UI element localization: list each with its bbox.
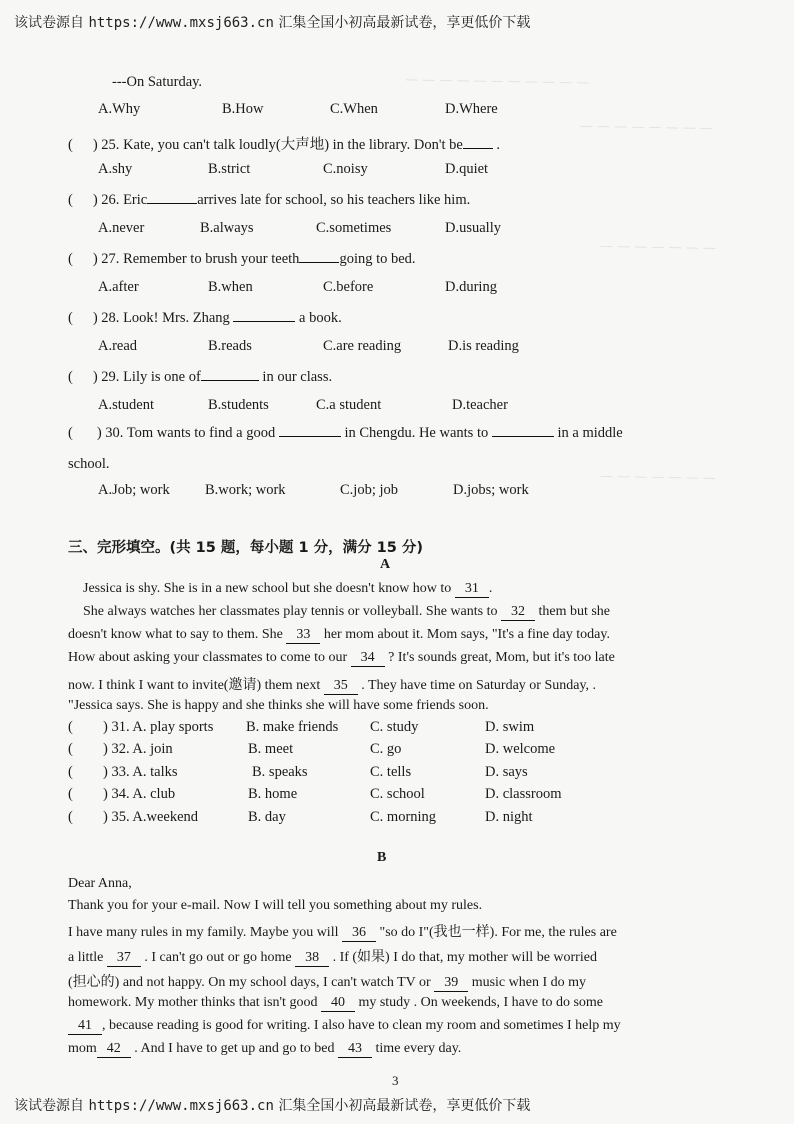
question-30-continued: school. xyxy=(68,456,110,472)
question-30: ( ) 30. Tom wants to find a good in Chengdu. He wants to in a middle xyxy=(68,425,623,441)
q35-option-b[interactable]: B. day xyxy=(248,809,286,825)
q31-option-a[interactable]: ) 31. A. play sports xyxy=(103,719,214,735)
passage-b-line: (担心的) and not happy. On my school days, I can't watch TV or 39 music when I do my xyxy=(68,975,587,990)
header-banner xyxy=(14,12,530,32)
blank[interactable]: 41 xyxy=(68,1018,102,1035)
answer-paren[interactable]: ( xyxy=(68,719,73,735)
q28-option-a[interactable]: A.read xyxy=(98,338,138,354)
q26-option-a[interactable]: A.never xyxy=(98,220,145,236)
question-29: ( ) 29. Lily is one of in our class. xyxy=(68,369,333,385)
blank[interactable]: 43 xyxy=(338,1041,372,1058)
q31-option-b[interactable]: B. make friends xyxy=(246,719,339,735)
blank[interactable]: 33 xyxy=(286,627,320,644)
answer-paren[interactable]: ( xyxy=(68,192,73,208)
q27-option-c[interactable]: C.before xyxy=(323,279,374,295)
passage-a-line: How about asking your classmates to come to our 34 ? It's sounds great, Mom, but it's too late xyxy=(68,650,615,665)
passage-a-line: She always watches her classmates play tennis or volleyball. She wants to 32 them but she xyxy=(83,604,611,619)
q35-option-c[interactable]: C. morning xyxy=(370,809,437,825)
bleed-through-text: — — — — — — — xyxy=(599,238,716,257)
footer-banner xyxy=(14,1095,530,1115)
q34-option-b[interactable]: B. home xyxy=(248,786,298,802)
q33-option-c[interactable]: C. tells xyxy=(370,764,412,780)
blank[interactable]: 31 xyxy=(455,581,489,598)
q32-option-a[interactable]: ) 32. A. join xyxy=(103,741,173,757)
letter-greeting: Dear Anna, xyxy=(68,876,132,891)
banner-suffix: 汇集全国小初高最新试卷，享更低价下载 xyxy=(278,1098,531,1114)
q33-option-b[interactable]: B. speaks xyxy=(252,764,308,780)
q24-option-d[interactable]: D.Where xyxy=(445,101,498,117)
blank[interactable]: 38 xyxy=(295,950,329,967)
question-25: ( ) 25. Kate, you can't talk loudly(大声地) in the library. Don't be . xyxy=(68,137,501,153)
passage-a-label: A xyxy=(380,557,391,572)
blank[interactable] xyxy=(299,262,339,263)
blank[interactable]: 36 xyxy=(342,925,376,942)
q32-option-b[interactable]: B. meet xyxy=(248,741,294,757)
blank[interactable]: 32 xyxy=(501,604,535,621)
blank[interactable] xyxy=(147,203,197,204)
q32-option-c[interactable]: C. go xyxy=(370,741,402,757)
page-number: 3 xyxy=(392,1073,399,1088)
q29-option-c[interactable]: C.a student xyxy=(316,397,382,413)
answer-paren[interactable]: ( xyxy=(68,764,73,780)
passage-a-line: "Jessica says. She is happy and she thinks she will have some friends soon. xyxy=(68,698,489,713)
q30-option-c[interactable]: C.job; job xyxy=(340,482,399,498)
answer-paren[interactable]: ( xyxy=(68,310,73,326)
q24-answer-line: ---On Saturday. xyxy=(112,74,203,90)
bleed-through-text: — — — — — — — — xyxy=(579,118,714,137)
q28-option-b[interactable]: B.reads xyxy=(208,338,252,354)
answer-paren[interactable]: ( xyxy=(68,809,73,825)
passage-a-line: now. I think I want to invite(邀请) them next 35 . They have time on Saturday or Sunday, . xyxy=(68,678,597,693)
q33-option-a[interactable]: ) 33. A. talks xyxy=(103,764,178,780)
passage-a-line: Jessica is shy. She is in a new school but she doesn't know how to 31 . xyxy=(83,581,493,596)
q30-option-d[interactable]: D.jobs; work xyxy=(453,482,529,498)
q24-option-c[interactable]: C.When xyxy=(330,101,378,117)
answer-paren[interactable]: ( xyxy=(68,369,73,385)
q31-option-c[interactable]: C. study xyxy=(370,719,419,735)
q27-option-b[interactable]: B.when xyxy=(208,279,253,295)
section-heading-cloze: 三、完形填空。(共 15 题，每小题 1 分，满分 15 分) xyxy=(68,540,423,556)
q25-option-d[interactable]: D.quiet xyxy=(445,161,489,177)
blank[interactable] xyxy=(279,436,341,437)
blank[interactable] xyxy=(463,148,493,149)
question-28: ( ) 28. Look! Mrs. Zhang a book. xyxy=(68,310,342,326)
q29-option-a[interactable]: A.student xyxy=(98,397,154,413)
blank[interactable]: 34 xyxy=(351,650,385,667)
answer-paren[interactable]: ( xyxy=(68,137,73,153)
passage-b-line: homework. My mother thinks that isn't good 40 my study . On weekends, I have to do some xyxy=(68,995,604,1010)
q33-option-d[interactable]: D. says xyxy=(485,764,528,780)
q28-option-d[interactable]: D.is reading xyxy=(448,338,519,354)
blank[interactable]: 42 xyxy=(97,1041,131,1058)
q26-option-c[interactable]: C.sometimes xyxy=(316,220,392,236)
q24-option-a[interactable]: A.Why xyxy=(98,101,141,117)
passage-b-line: Thank you for your e-mail. Now I will tell you something about my rules. xyxy=(68,898,483,913)
answer-paren[interactable]: ( xyxy=(68,786,73,802)
q29-option-d[interactable]: D.teacher xyxy=(452,397,508,413)
banner-prefix: 该试卷源自 xyxy=(14,1098,84,1114)
q28-option-c[interactable]: C.are reading xyxy=(323,338,402,354)
banner-url[interactable]: https://www.mxsj663.cn xyxy=(88,15,274,31)
blank[interactable]: 39 xyxy=(434,975,468,992)
q25-option-a[interactable]: A.shy xyxy=(98,161,133,177)
bleed-through-text: — — — — — — — — — — — xyxy=(404,72,590,91)
question-27: ( ) 27. Remember to brush your teeth going to bed. xyxy=(68,251,416,267)
q30-option-a[interactable]: A.Job; work xyxy=(98,482,170,498)
q31-option-d[interactable]: D. swim xyxy=(485,719,535,735)
q26-option-b[interactable]: B.always xyxy=(200,220,254,236)
q34-option-a[interactable]: ) 34. A. club xyxy=(103,786,176,802)
q35-option-a[interactable]: ) 35. A.weekend xyxy=(103,809,199,825)
passage-b-label: B xyxy=(377,850,387,865)
blank[interactable] xyxy=(492,436,554,437)
q30-option-b[interactable]: B.work; work xyxy=(205,482,286,498)
banner-prefix: 该试卷源自 xyxy=(14,15,84,31)
q35-option-d[interactable]: D. night xyxy=(485,809,533,825)
passage-b-line: mom 42 . And I have to get up and go to bed 43 time every day. xyxy=(68,1041,462,1056)
blank[interactable]: 40 xyxy=(321,995,355,1012)
answer-paren[interactable]: ( xyxy=(68,741,73,757)
answer-paren[interactable]: ( xyxy=(68,251,73,267)
passage-a-line: doesn't know what to say to them. She 33 her mom about it. Mom says, "It's a fine day today. xyxy=(68,627,610,642)
q32-option-d[interactable]: D. welcome xyxy=(485,741,556,757)
bleed-through-text: — — — — — — — xyxy=(599,468,716,487)
blank[interactable]: 37 xyxy=(107,950,141,967)
answer-paren[interactable]: ( xyxy=(68,425,73,441)
q25-option-c[interactable]: C.noisy xyxy=(323,161,368,177)
q34-option-c[interactable]: C. school xyxy=(370,786,425,802)
q29-option-b[interactable]: B.students xyxy=(208,397,269,413)
question-26: ( ) 26. Eric arrives late for school, so his teachers like him. xyxy=(68,192,471,208)
blank[interactable]: 35 xyxy=(324,678,358,695)
blank[interactable] xyxy=(233,321,295,322)
passage-b-line: 41 , because reading is good for writing. I also have to clean my room and sometimes I help my xyxy=(68,1018,621,1035)
q26-option-d[interactable]: D.usually xyxy=(445,220,501,236)
q25-option-b[interactable]: B.strict xyxy=(208,161,251,177)
banner-url[interactable]: https://www.mxsj663.cn xyxy=(88,1098,274,1114)
q24-option-b[interactable]: B.How xyxy=(222,101,264,117)
q27-option-a[interactable]: A.after xyxy=(98,279,139,295)
q34-option-d[interactable]: D. classroom xyxy=(485,786,562,802)
passage-b-line: I have many rules in my family. Maybe you will 36 "so do I"(我也一样). For me, the rules are xyxy=(68,925,617,940)
blank[interactable] xyxy=(201,380,259,381)
q27-option-d[interactable]: D.during xyxy=(445,279,497,295)
banner-suffix: 汇集全国小初高最新试卷，享更低价下载 xyxy=(278,15,531,31)
passage-b-line: a little 37 . I can't go out or go home 38 . If (如果) I do that, my mother will be worried xyxy=(68,950,597,965)
